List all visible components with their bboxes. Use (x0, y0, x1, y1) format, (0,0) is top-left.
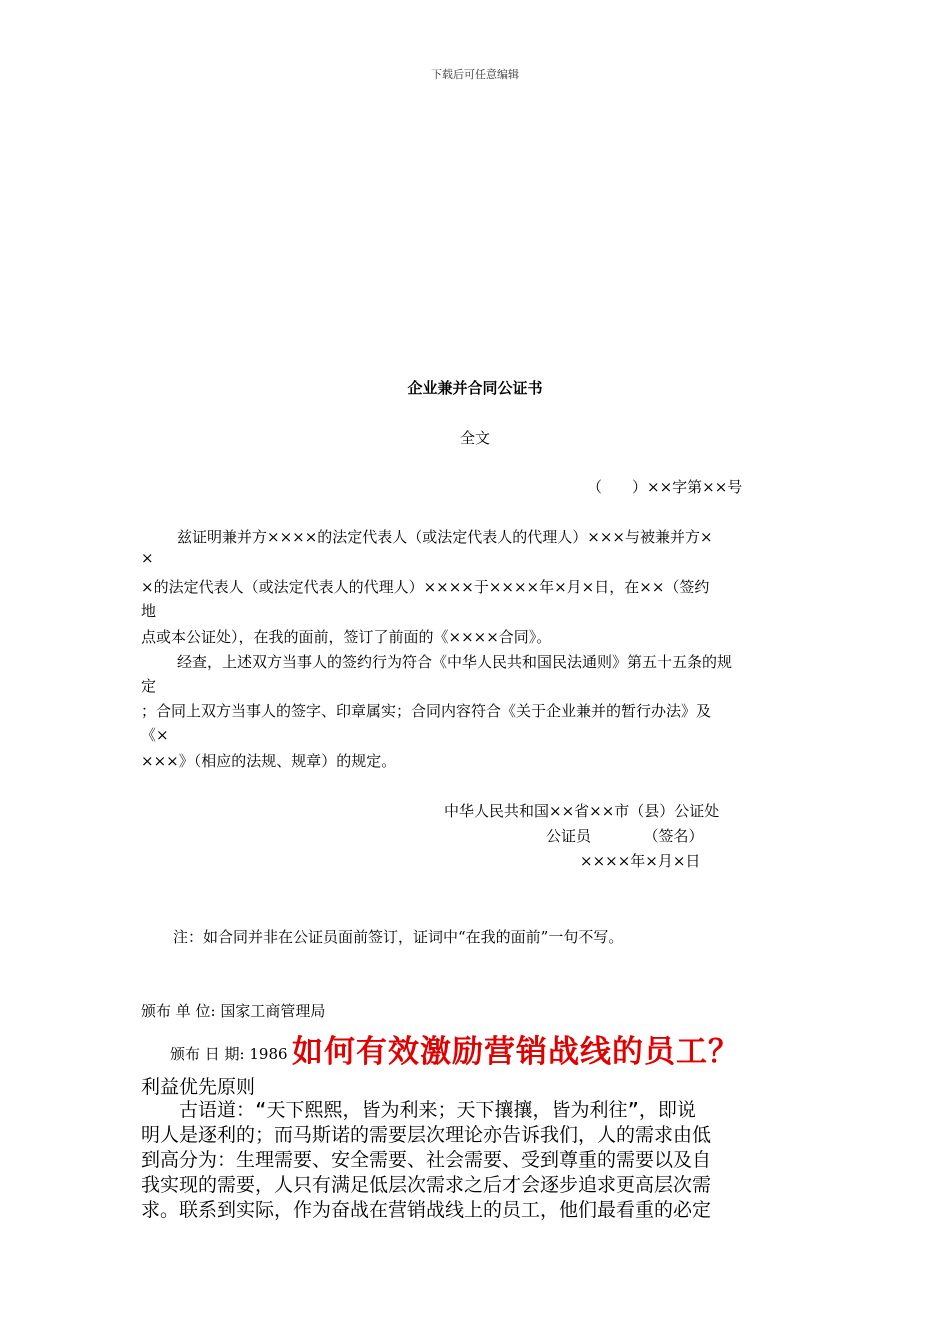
document-title: 企业兼并合同公证书 (407, 379, 543, 397)
document-subtitle: 全文 (459, 429, 490, 447)
body-line: ×××》（相应的法规、规章）的规定。 (141, 752, 397, 770)
notary-office: 中华人民共和国××省××市（县）公证处 (444, 802, 720, 820)
note: 注：如合同并非在公证员面前签订，证词中“在我的面前”一句不写。 (173, 928, 624, 946)
body-line: 兹证明兼并方××××的法定代表人（或法定代表人的代理人）×××与被兼并方× (177, 528, 713, 546)
headline: 如何有效激励营销战线的员工？ (292, 1034, 740, 1070)
body-line: ；合同上双方当事人的签字、印章属实；合同内容符合《关于企业兼并的暂行办法》及 (141, 702, 712, 720)
body-line: 《× (141, 726, 169, 744)
issue-date: 颁布 日 期: 1986 (170, 1045, 288, 1063)
issuer: 颁布 单 位: 国家工商管理局 (141, 1002, 326, 1020)
body-line: 定 (141, 677, 157, 695)
article-paragraph (141, 1098, 811, 1223)
body-line: 地 (141, 602, 157, 620)
notary-date: ××××年×月×日 (580, 852, 701, 870)
body-line: ×的法定代表人（或法定代表人的代理人）××××于××××年×月×日，在××（签约 (141, 578, 710, 596)
document-number: （ ）××字第××号 (587, 478, 743, 496)
paragraph-line: 我实现的需要，人只有满足低层次需求之后才会逐步追求更高层次需 (141, 1174, 712, 1196)
section-title: 利益优先原则 (141, 1076, 256, 1098)
paragraph-line: 明人是逐利的；而马斯诺的需要层次理论亦告诉我们，人的需求由低 (141, 1124, 712, 1146)
paragraph-line: 古语道：“天下熙熙，皆为利来；天下攘攘，皆为利往”，即说 (141, 1099, 696, 1121)
body-line: × (141, 549, 154, 567)
body-line: 经查，上述双方当事人的签约行为符合《中华人民共和国民法通则》第五十五条的规 (177, 653, 733, 671)
body-line: 点或本公证处），在我的面前，签订了前面的《××××合同》。 (141, 628, 552, 646)
paragraph-line: 求。联系到实际，作为奋战在营销战线上的员工，他们最看重的必定 (141, 1199, 712, 1221)
paragraph-line: 到高分为：生理需要、安全需要、社会需要、受到尊重的需要以及自 (141, 1149, 712, 1171)
notary-signature: 公证员 （签名） (546, 827, 704, 845)
page-header: 下载后可任意编辑 (431, 68, 519, 81)
